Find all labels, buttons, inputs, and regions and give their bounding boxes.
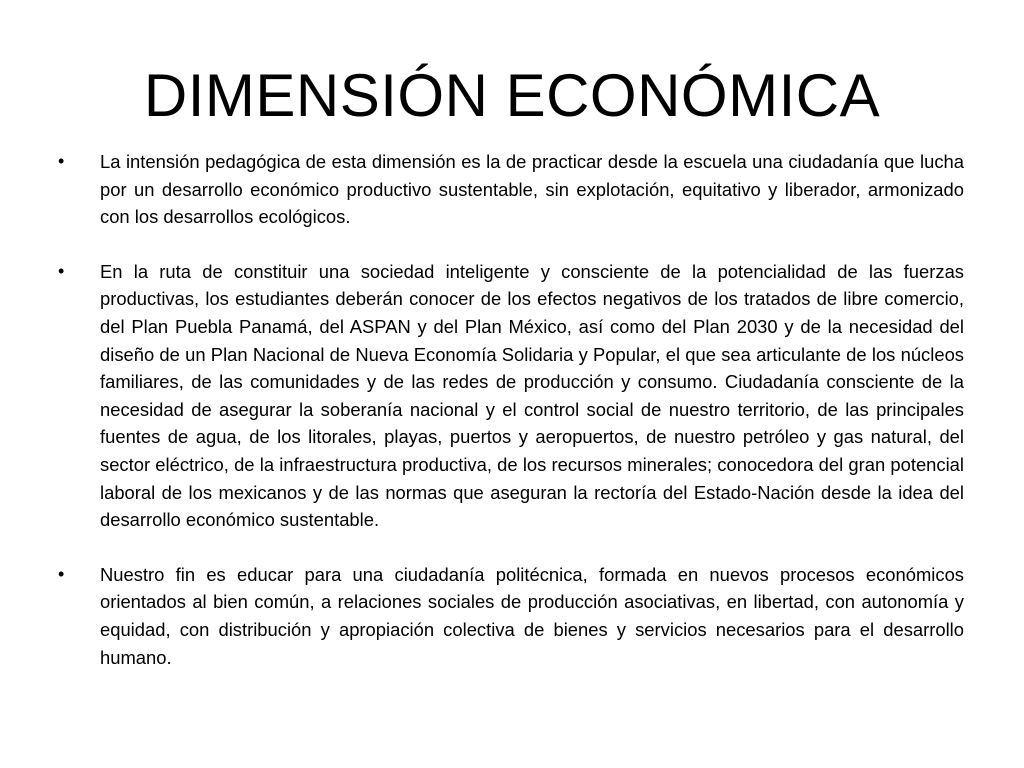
bullet-text: La intensión pedagógica de esta dimensión es la de practicar desde la escuela una ciudadanía que lucha por un desarrollo económico productivo sustentable, sin explotación, equitativo y liberador, armonizado con los desarrollos ecológicos. xyxy=(100,151,964,228)
bullet-text: En la ruta de constituir una sociedad inteligente y consciente de la potencialidad de las fuerzas productivas, los estudiantes deberán conocer de los efectos negativos de los tratados de libre comercio, del Plan Puebla Panamá, del ASPAN y del Plan México, así como del Plan 2030 y de la necesidad del diseño de un Plan Nacional de Nueva Economía Solidaria y Popular, el que sea articulante de los núcleos familiares, de las comunidades y de las redes de producción y consumo. Ciudadanía consciente de la necesidad de asegurar la soberanía nacional y el control social de nuestro territorio, de las principales fuentes de agua, de los litorales, playas, puertos y aeropuertos, de nuestro petróleo y gas natural, del sector eléctrico, de la infraestructura productiva, de los recursos minerales; conocedora del gran potencial laboral de los mexicanos y de las normas que aseguran la rectoría del Estado-Nación desde la idea del desarrollo económico sustentable. xyxy=(100,260,964,531)
bullet-list xyxy=(56,148,964,671)
bullet-item xyxy=(56,561,964,671)
bullet-item xyxy=(56,148,964,231)
bullet-dot-icon: • xyxy=(58,563,65,584)
bullet-text: Nuestro fin es educar para una ciudadanía politécnica, formada en nuevos procesos económicos orientados al bien común, a relaciones sociales de producción asociativas, en libertad, con autonomía y equidad, con distribución y apropiación colectiva de bienes y servicios necesarios para el desarrollo humano. xyxy=(100,563,964,668)
bullet-dot-icon: • xyxy=(58,151,65,171)
slide-title: DIMENSIÓN ECONÓMICA xyxy=(143,62,881,129)
bullet-item xyxy=(56,258,964,534)
bullet-dot-icon: • xyxy=(58,260,65,281)
